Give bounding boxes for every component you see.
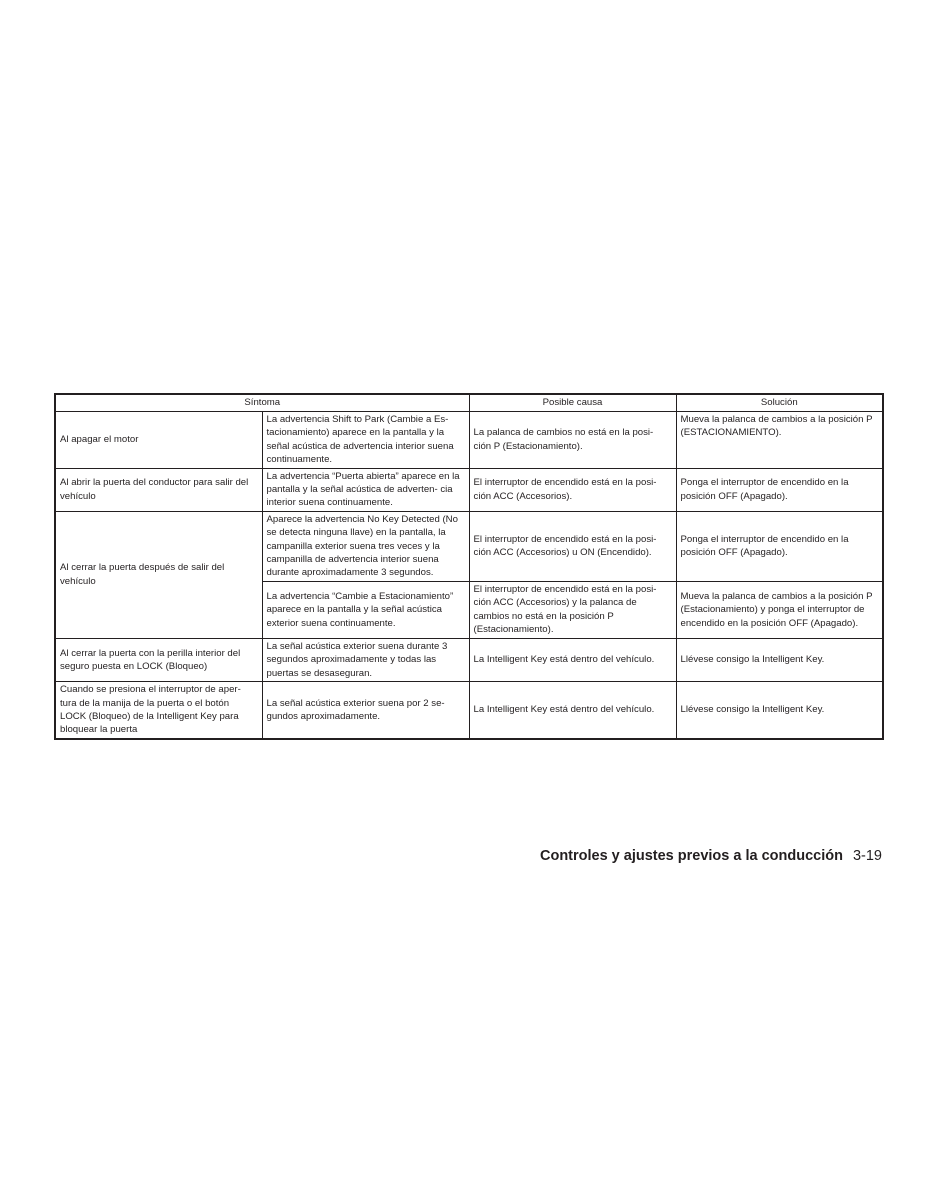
table-row [55,412,883,469]
page-footer [540,848,882,864]
table-row [55,468,883,511]
detail-cell: La advertencia “Cambie a Estacionamiento” aparece en la pantalla y la señal acústica exterior suena continuamente. [262,581,469,638]
solution-cell: Mueva la palanca de cambios a la posición P (Estacionamiento) y ponga el interruptor de encendido en la posición OFF (Apagado). [676,581,883,638]
detail-cell: La advertencia Shift to Park (Cambie a Es- tacionamiento) aparece en la pantalla y la señal acústica de advertencia interior suena continuamente. [262,412,469,469]
table-row [55,511,883,581]
cause-cell: El interruptor de encendido está en la posi- ción ACC (Accesorios) y la palanca de cambios no está en la posición P (Estacionamiento). [469,581,676,638]
cause-cell: El interruptor de encendido está en la posi- ción ACC (Accesorios) u ON (Encendido). [469,511,676,581]
symptom-cell: Al abrir la puerta del conductor para salir del vehículo [55,468,262,511]
header-solution: Solución [676,394,883,412]
table-header-row [55,394,883,412]
page-number: 3-19 [852,848,882,864]
table-row [55,638,883,681]
header-symptom: Síntoma [55,394,469,412]
troubleshooting-table [54,393,884,740]
cause-cell: La palanca de cambios no está en la posi- ción P (Estacionamiento). [469,412,676,469]
solution-cell: Llévese consigo la Intelligent Key. [676,682,883,739]
troubleshooting-table-container [54,393,882,740]
cause-cell: La Intelligent Key está dentro del vehículo. [469,638,676,681]
solution-cell: Mueva la palanca de cambios a la posición P (ESTACIONAMIENTO). [676,412,883,469]
header-cause: Posible causa [469,394,676,412]
solution-cell: Llévese consigo la Intelligent Key. [676,638,883,681]
cause-cell: El interruptor de encendido está en la posi- ción ACC (Accesorios). [469,468,676,511]
symptom-cell: Al cerrar la puerta después de salir del vehículo [55,511,262,638]
symptom-cell: Al apagar el motor [55,412,262,469]
detail-cell: La señal acústica exterior suena por 2 se- gundos aproximadamente. [262,682,469,739]
solution-cell: Ponga el interruptor de encendido en la posición OFF (Apagado). [676,468,883,511]
table-row [55,682,883,739]
detail-cell: La advertencia “Puerta abierta” aparece en la pantalla y la señal acústica de adverten- cia interior suena continuamente. [262,468,469,511]
solution-cell: Ponga el interruptor de encendido en la posición OFF (Apagado). [676,511,883,581]
cause-cell: La Intelligent Key está dentro del vehículo. [469,682,676,739]
symptom-cell: Al cerrar la puerta con la perilla interior del seguro puesta en LOCK (Bloqueo) [55,638,262,681]
detail-cell: Aparece la advertencia No Key Detected (No se detecta ninguna llave) en la pantalla, la campanilla exterior suena tres veces y la campanilla de advertencia interior suena durante aproximadamente 3 segundos. [262,511,469,581]
symptom-cell: Cuando se presiona el interruptor de aper- tura de la manija de la puerta o el botón LOCK (Bloqueo) de la Intelligent Key para bloquear la puerta [55,682,262,739]
section-title: Controles y ajustes previos a la conducción [539,848,843,864]
detail-cell: La señal acústica exterior suena durante 3 segundos aproximadamente y todas las puertas se desaseguran. [262,638,469,681]
